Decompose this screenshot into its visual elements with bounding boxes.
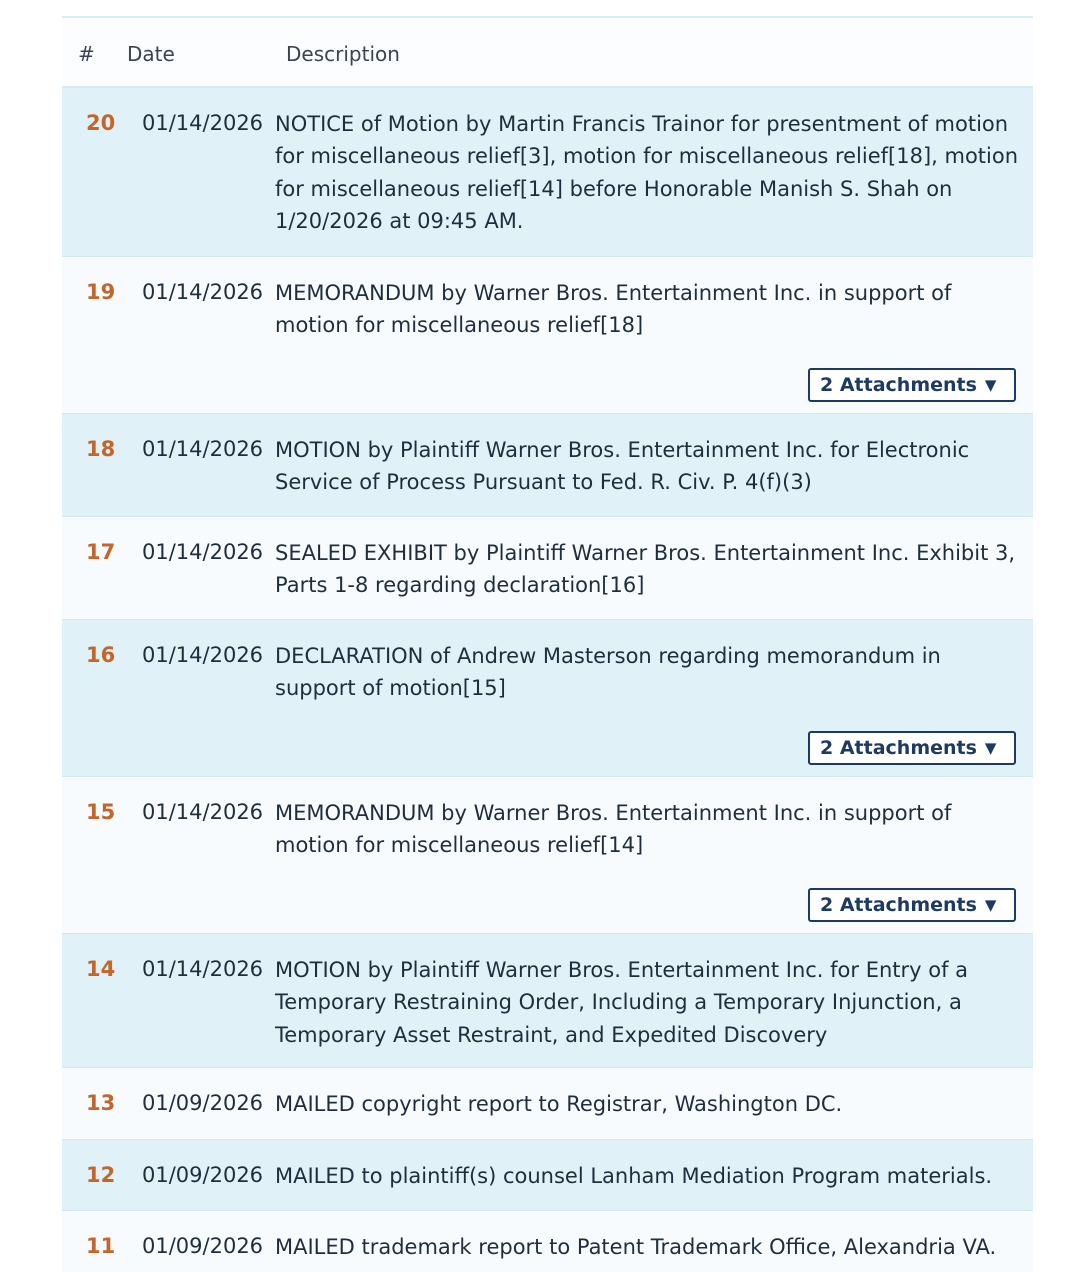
entry-description: MEMORANDUM by Warner Bros. Entertainment Inc. in support of motion for miscellaneous relief[18] bbox=[275, 281, 952, 338]
attachments-label: 2 Attachments bbox=[820, 737, 977, 759]
entry-number: 11 bbox=[86, 1234, 116, 1258]
entry-date: 01/14/2026 bbox=[142, 957, 264, 981]
header-date: Date bbox=[127, 42, 175, 66]
attachments-label: 2 Attachments bbox=[820, 374, 977, 396]
entry-number: 12 bbox=[86, 1163, 116, 1187]
entry-number: 20 bbox=[86, 111, 116, 135]
table-header bbox=[62, 18, 1033, 88]
triangle-down-icon: ▼ bbox=[984, 738, 997, 757]
header-description: Description bbox=[286, 42, 400, 66]
docket-table bbox=[62, 16, 1033, 1272]
table-row bbox=[62, 934, 1033, 1068]
header-number: # bbox=[78, 42, 95, 66]
table-row bbox=[62, 1211, 1033, 1272]
table-row bbox=[62, 620, 1033, 777]
entry-description: MOTION by Plaintiff Warner Bros. Entertainment Inc. for Entry of a Temporary Restraining Order, Including a Temporary Injunction, a Temporary Asset Restraint, and Expedited Discovery bbox=[275, 958, 969, 1047]
entry-date: 01/14/2026 bbox=[142, 800, 264, 824]
triangle-down-icon: ▼ bbox=[984, 375, 997, 394]
table-row bbox=[62, 88, 1033, 257]
table-row bbox=[62, 1140, 1033, 1211]
entry-number: 13 bbox=[86, 1091, 116, 1115]
entry-description: MEMORANDUM by Warner Bros. Entertainment Inc. in support of motion for miscellaneous relief[14] bbox=[275, 801, 952, 858]
entry-description: DECLARATION of Andrew Masterson regarding memorandum in support of motion[15] bbox=[275, 644, 941, 701]
entry-description: MOTION by Plaintiff Warner Bros. Entertainment Inc. for Electronic Service of Process Pursuant to Fed. R. Civ. P. 4(f)(3) bbox=[275, 438, 970, 495]
entry-date: 01/14/2026 bbox=[142, 643, 264, 667]
entry-number: 14 bbox=[86, 957, 116, 981]
entry-date: 01/09/2026 bbox=[142, 1091, 264, 1115]
triangle-down-icon: ▼ bbox=[984, 895, 997, 914]
entry-description: MAILED trademark report to Patent Trademark Office, Alexandria VA. bbox=[275, 1235, 997, 1259]
entry-description: MAILED to plaintiff(s) counsel Lanham Mediation Program materials. bbox=[275, 1164, 993, 1188]
entry-date: 01/09/2026 bbox=[142, 1234, 264, 1258]
entry-date: 01/14/2026 bbox=[142, 280, 264, 304]
entry-number: 18 bbox=[86, 437, 116, 461]
entry-description: NOTICE of Motion by Martin Francis Trainor for presentment of motion for miscellaneous relief[3], motion for miscellaneous relief[18], motion for miscellaneous relief[14] before Honorable Manish S. Shah on 1/20/2026 at 09:45 AM. bbox=[275, 112, 1019, 233]
attachments-label: 2 Attachments bbox=[820, 894, 977, 916]
table-row bbox=[62, 777, 1033, 934]
entry-number: 16 bbox=[86, 643, 116, 667]
entry-number: 15 bbox=[86, 800, 116, 824]
entry-date: 01/14/2026 bbox=[142, 540, 264, 564]
entry-date: 01/14/2026 bbox=[142, 437, 264, 461]
entry-number: 19 bbox=[86, 280, 116, 304]
entry-description: SEALED EXHIBIT by Plaintiff Warner Bros. Entertainment Inc. Exhibit 3, Parts 1-8 regarding declaration[16] bbox=[275, 541, 1016, 598]
attachments-button[interactable] bbox=[808, 368, 1016, 402]
table-row bbox=[62, 414, 1033, 517]
attachments-button[interactable] bbox=[808, 888, 1016, 922]
table-row bbox=[62, 257, 1033, 414]
entry-date: 01/09/2026 bbox=[142, 1163, 264, 1187]
entry-description: MAILED copyright report to Registrar, Washington DC. bbox=[275, 1092, 843, 1116]
entry-number: 17 bbox=[86, 540, 116, 564]
table-row bbox=[62, 517, 1033, 620]
entry-date: 01/14/2026 bbox=[142, 111, 264, 135]
attachments-button[interactable] bbox=[808, 731, 1016, 765]
table-row bbox=[62, 1068, 1033, 1140]
